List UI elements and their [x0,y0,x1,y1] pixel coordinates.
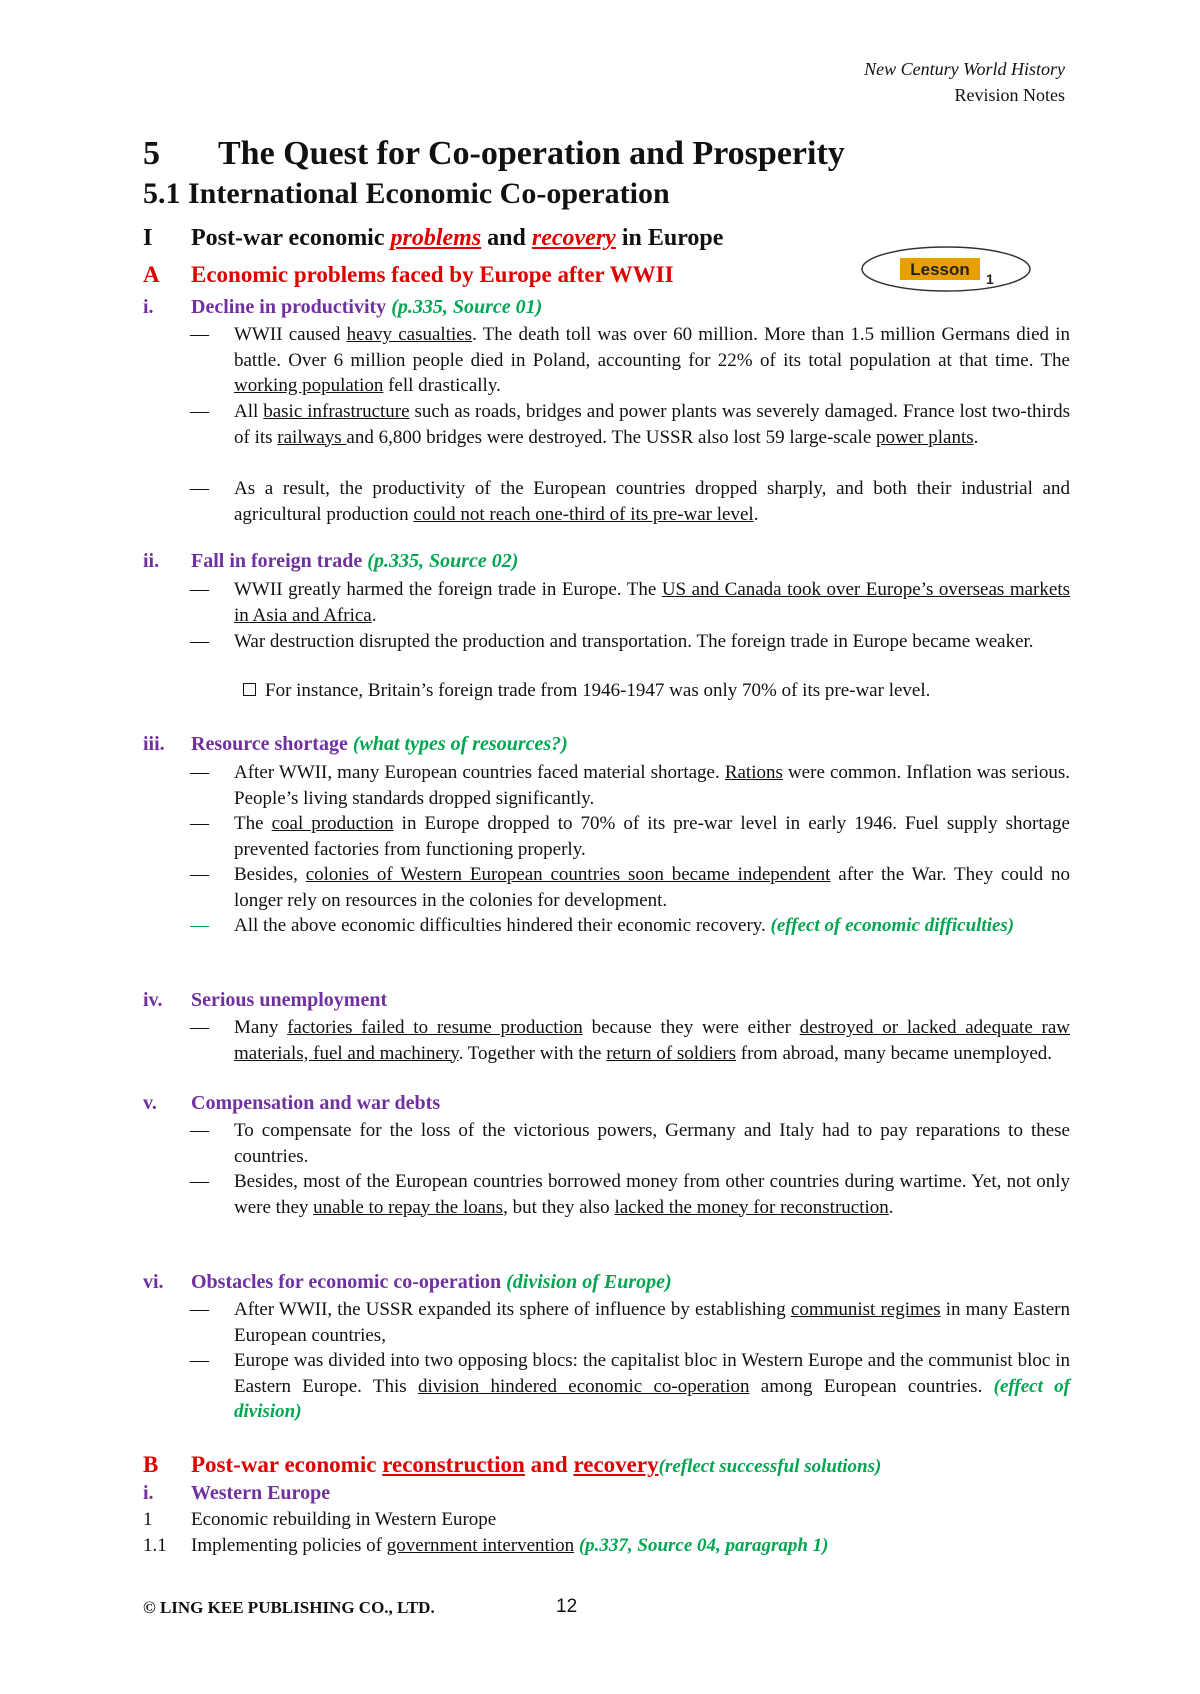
list-item: — WWII caused heavy casualties. The death toll was over 60 million. More than 1.5 million Germans died in battle. Over 6 million people died in Poland, accounting for 22% of its total population at that time. The working population fell drastically. [190,324,1070,396]
list-item: — To compensate for the loss of the victorious powers, Germany and Italy had to pay reparations to these countries. [190,1120,1070,1167]
header-book-title: New Century World History [864,59,1065,79]
list-item: — Many factories failed to resume production because they were either destroyed or lacked adequate raw materials, fuel and machinery. Together with the return of soldiers from abroad, many became unemployed. [190,1017,1071,1064]
list-item: — After WWII, the USSR expanded its sphere of influence by establishing communist regimes in many Eastern European countries, [190,1299,1071,1346]
lesson-badge-word: Lesson [910,260,970,279]
header-subtitle: Revision Notes [954,85,1065,105]
list-item: — War destruction disrupted the production and transportation. The foreign trade in Europe became weaker. [190,631,1034,652]
heading-ii: ii. Fall in foreign trade (p.335, Source 02) [143,550,519,572]
lesson-badge-number: 1 [986,271,994,287]
page-number: 12 [556,1596,578,1617]
list-item: — Besides, colonies of Western European countries soon became independent after the War. They could no longer rely on resources in the colonies for development. [190,864,1070,911]
list-item: — Europe was divided into two opposing blocs: the capitalist bloc in Western Europe and the communist bloc in Eastern Europe. This division hindered economic co-operation among European countries. (effect of division) [190,1350,1070,1422]
footer-copyright: © LING KEE PUBLISHING CO., LTD. [143,1598,435,1617]
chapter-title-text: The Quest for Co-operation and Prosperity [218,135,845,172]
checkbox-bullet-icon [243,683,256,696]
page-header [864,56,1065,108]
list-item: — As a result, the productivity of the European countries dropped sharply, and both their industrial and agricultural production could not reach one-third of its pre-war level. [190,478,1070,525]
numbered-item: 1 Economic rebuilding in Western Europe [143,1509,497,1530]
heading-iii: iii. Resource shortage (what types of resources?) [143,733,568,755]
numbered-item: 1.1 Implementing policies of government intervention (p.337, Source 04, paragraph 1) [143,1535,829,1556]
list-item: — All basic infrastructure such as roads, bridges and power plants was severely damaged. France lost two-thirds of its railways and 6,800 bridges were destroyed. The USSR also lost 59 large-scale power plants. [190,401,1071,448]
list-item: — Besides, most of the European countries borrowed money from other countries during wartime. Yet, not only were they unable to repay the loans, but they also lacked the money for reconstruction. [190,1171,1070,1218]
list-item: — WWII greatly harmed the foreign trade in Europe. The US and Canada took over Europe’s overseas markets in Asia and Africa. [190,579,1070,626]
part-b-heading: B Post-war economic reconstruction and recovery(reflect successful solutions) [143,1452,882,1477]
section-title: 5.1 International Economic Co-operation [143,177,670,210]
chapter-title [143,135,845,173]
sub-list-item: For instance, Britain’s foreign trade from 1946-1947 was only 70% of its pre-war level. [243,680,930,702]
heading-v: v. Compensation and war debts [143,1092,441,1114]
lesson-badge-icon [860,244,1032,294]
heading-b-i: i. Western Europe [143,1482,331,1504]
list-item: — All the above economic difficulties hindered their economic recovery. (effect of economic difficulties) [190,915,1015,936]
chapter-number: 5 [143,135,160,172]
list-item: — After WWII, many European countries faced material shortage. Rations were common. Inflation was serious. People’s living standards dropped significantly. [190,762,1070,809]
heading-iv: iv. Serious unemployment [143,989,388,1011]
heading-i: i. Decline in productivity (p.335, Source 01) [143,296,543,318]
list-item: — The coal production in Europe dropped to 70% of its pre-war level in early 1946. Fuel supply shortage prevented factories from functioning properly. [190,813,1070,860]
part-a-heading: A Economic problems faced by Europe after WWII [143,262,674,287]
heading-vi: vi. Obstacles for economic co-operation (division of Europe) [143,1271,672,1293]
part-i-heading: I Post-war economic problems and recovery in Europe [143,225,724,251]
